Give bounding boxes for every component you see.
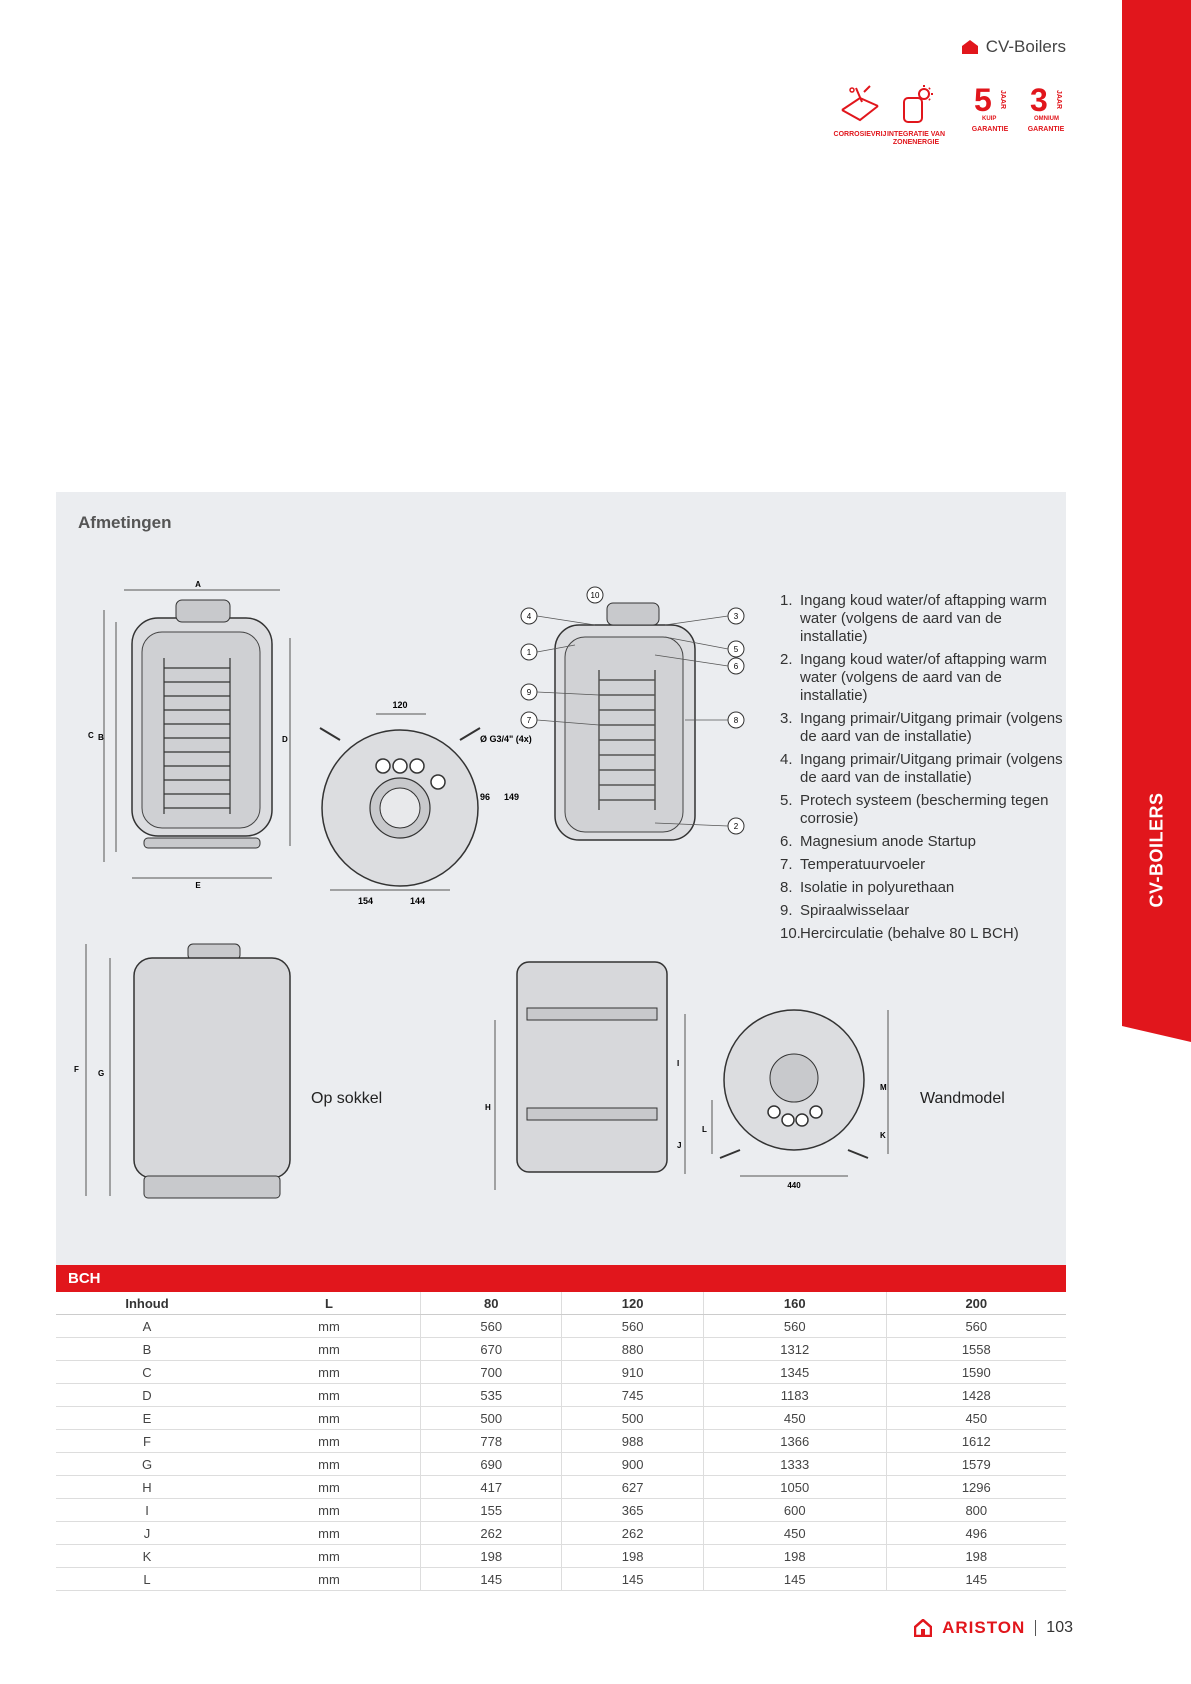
corrosion-icon [838,84,882,124]
table-row [56,1430,1066,1453]
page-number: 103 [1046,1619,1073,1636]
marker-3: 3 [733,612,739,621]
table-cell: 560 [886,1315,1066,1338]
legend-item: 5. Protech systeem (bescherming tegen corrosie) [780,792,1049,827]
table-cell: 145 [421,1568,562,1591]
table-cell: 778 [421,1430,562,1453]
table-cell: 500 [421,1407,562,1430]
drawing-section-view [80,578,300,898]
table-cell: mm [238,1361,421,1384]
table-cell: 1296 [886,1476,1066,1499]
table-cell: 690 [421,1453,562,1476]
table-cell: 1428 [886,1384,1066,1407]
legend-item: 2. Ingang koud water/of aftapping warm water (volgens de aard van de installatie) [780,651,1047,704]
page-header [962,37,1066,57]
drawing-wall-model-front [700,1000,900,1200]
section-name: CV-Boilers [985,37,1066,56]
table-cell: 800 [886,1499,1066,1522]
table-cell: 1345 [703,1361,886,1384]
table-cell: 198 [562,1545,703,1568]
side-tab-label: CV-BOILERS [1146,792,1166,908]
table-row [56,1568,1066,1591]
caption-floor-model: Op sokkel [311,1090,383,1107]
dim-d-label: D [282,735,288,744]
solar-icon [894,84,938,124]
table-cell: 145 [703,1568,886,1591]
table-cell: 1579 [886,1453,1066,1476]
table-cell: 670 [421,1338,562,1361]
table-cell: A [56,1315,238,1338]
dim-f-label: F [74,1065,79,1074]
table-cell: 1366 [703,1430,886,1453]
dim-120-label: 120 [392,700,408,710]
table-cell: 1312 [703,1338,886,1361]
legend-item: 10. Hercirculatie (behalve 80 L BCH) [780,925,1019,942]
table-cell: H [56,1476,238,1499]
table-cell: 1558 [886,1338,1066,1361]
table-cell: mm [238,1499,421,1522]
table-cell: 700 [421,1361,562,1384]
table-cell: 560 [562,1315,703,1338]
legend-item: 7. Temperatuurvoeler [780,856,926,873]
table-row [56,1499,1066,1522]
table-cell: 1333 [703,1453,886,1476]
dim-e-label: E [195,881,201,890]
table-cell: 145 [562,1568,703,1591]
table-cell: 145 [886,1568,1066,1591]
table-cell: 450 [703,1522,886,1545]
table-cell: 450 [703,1407,886,1430]
table-cell: 155 [421,1499,562,1522]
table-cell: 198 [703,1545,886,1568]
table-cell: D [56,1384,238,1407]
table-row [56,1384,1066,1407]
drawing-wall-model-side [485,950,695,1190]
table-cell: mm [238,1545,421,1568]
warranty-3-icon: 3 JAAR OMNIUM [1030,82,1063,122]
legend-item: 6. Magnesium anode Startup [780,833,976,850]
marker-2: 2 [733,822,739,831]
table-cell: L [56,1568,238,1591]
marker-10: 10 [590,591,600,600]
table-cell: 600 [703,1499,886,1522]
table-cell: 417 [421,1476,562,1499]
table-cell: 910 [562,1361,703,1384]
table-cell: 496 [886,1522,1066,1545]
table-cell: mm [238,1568,421,1591]
legend-item: 4. Ingang primair/Uitgang primair (volgens de aard van de installatie) [780,751,1063,786]
drawing-components-view [515,585,755,865]
table-cell: C [56,1361,238,1384]
table-cell: 500 [562,1407,703,1430]
spec-table [56,1292,1066,1591]
table-cell: J [56,1522,238,1545]
table-row [56,1338,1066,1361]
table-row [56,1361,1066,1384]
marker-7: 7 [526,716,532,725]
table-cell: 560 [421,1315,562,1338]
feature-corrosion: CORROSIEVRIJ [830,84,890,139]
home-icon [962,40,978,54]
table-cell: 198 [886,1545,1066,1568]
divider [1035,1620,1036,1636]
table-cell: 900 [562,1453,703,1476]
table-cell: mm [238,1453,421,1476]
table-cell: 262 [421,1522,562,1545]
table-cell: K [56,1545,238,1568]
table-cell: 262 [562,1522,703,1545]
dim-m-label: M [880,1083,887,1092]
dim-l-label: L [702,1125,707,1134]
dim-a-label: A [195,580,201,589]
pipe-size-label: Ø G3/4" (4x) [480,734,532,744]
legend-item: 3. Ingang primair/Uitgang primair (volgens de aard van de installatie) [780,710,1063,745]
marker-8: 8 [733,716,739,725]
marker-6: 6 [733,662,739,671]
table-cell: G [56,1453,238,1476]
marker-9: 9 [526,688,532,697]
feature-solar: INTEGRATIE VAN ZONENERGIE [886,84,946,147]
drawing-floor-model [70,938,300,1208]
marker-4: 4 [526,612,532,621]
dim-b-label: B [98,733,104,742]
warranty-5-icon: 5 JAAR KUIP [974,82,1007,122]
dim-i-label: I [677,1059,680,1068]
table-cell: 880 [562,1338,703,1361]
dim-j-label: J [677,1141,682,1150]
legend-item: 8. Isolatie in polyurethaan [780,879,955,896]
table-cell: 560 [703,1315,886,1338]
marker-1: 1 [526,648,532,657]
dim-144-label: 144 [410,896,426,906]
table-cell: mm [238,1430,421,1453]
table-cell: 627 [562,1476,703,1499]
table-cell: mm [238,1476,421,1499]
table-cell: mm [238,1522,421,1545]
table-cell: E [56,1407,238,1430]
table-cell: 1183 [703,1384,886,1407]
table-cell: 450 [886,1407,1066,1430]
caption-wall-model: Wandmodel [920,1090,1005,1107]
feature-warranty-3: 3 JAAR OMNIUM GARANTIE [1016,84,1076,134]
dim-h-label: H [485,1103,491,1112]
table-row [56,1315,1066,1338]
dimensions-title: Afmetingen [78,513,172,532]
table-title-bar: BCH [56,1265,1066,1292]
ariston-logo-icon [914,1619,932,1637]
marker-5: 5 [733,645,739,654]
table-cell: mm [238,1407,421,1430]
component-legend [780,592,1070,948]
table-cell: 1612 [886,1430,1066,1453]
table-row [56,1522,1066,1545]
page-footer [914,1618,1073,1638]
legend-item: 1. Ingang koud water/of aftapping warm water (volgens de aard van de installatie) [780,592,1047,645]
table-cell: mm [238,1315,421,1338]
table-cell: 745 [562,1384,703,1407]
dim-440-label: 440 [787,1181,801,1190]
feature-warranty-5: 5 JAAR KUIP GARANTIE [960,84,1020,134]
table-cell: I [56,1499,238,1522]
table-header-row: Inhoud L 80 120 160 200 [56,1292,1066,1315]
table-cell: 365 [562,1499,703,1522]
table-row [56,1407,1066,1430]
dim-149-label: 149 [504,792,520,802]
brand-name: ARISTON [942,1618,1026,1637]
table-row [56,1476,1066,1499]
table-cell: 1590 [886,1361,1066,1384]
dim-96-label: 96 [480,792,491,802]
legend-item: 9. Spiraalwisselaar [780,902,910,919]
table-cell: F [56,1430,238,1453]
table-row [56,1545,1066,1568]
table-cell: mm [238,1384,421,1407]
table-cell: mm [238,1338,421,1361]
table-cell: 1050 [703,1476,886,1499]
table-cell: B [56,1338,238,1361]
dim-g-label: G [98,1069,105,1078]
table-cell: 198 [421,1545,562,1568]
dim-k-label: K [880,1131,886,1140]
table-cell: 535 [421,1384,562,1407]
dim-c-label: C [88,731,94,740]
dim-154-label: 154 [358,896,374,906]
table-row [56,1453,1066,1476]
table-cell: 988 [562,1430,703,1453]
